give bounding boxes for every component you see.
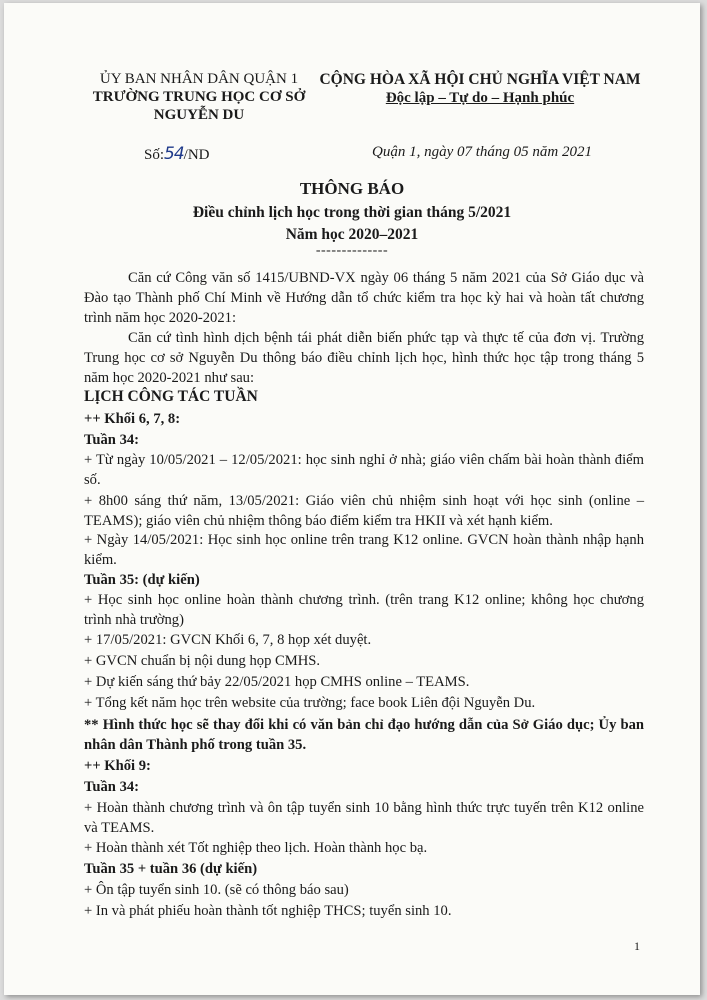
- org-name-line3: NGUYỄN DU: [153, 107, 245, 123]
- intro-paragraph-1: Căn cứ Công văn số 1415/UBND-VX ngày 06 tháng 5 năm 2021 của Sở Giáo dục và Đào tạo Thành phố Chí Minh về Hướng dẫn tổ chức kiểm tra học kỳ hai và hoàn tất chương trình năm học 2020-2021:: [84, 270, 644, 326]
- week-34-heading: Tuần 34:: [84, 432, 140, 448]
- intro-paragraph-2: Căn cứ tình hình dịch bệnh tái phát diễn biến phức tạp và thực tế của đơn vị. Trường Trung học cơ sở Nguyễn Du thông báo điều chỉnh lịch học, hình thức học tập trong tháng 5 năm học 2020-2021 như sau:: [84, 330, 644, 386]
- list-item: + 17/05/2021: GVCN Khối 6, 7, 8 họp xét duyệt.: [84, 632, 372, 648]
- grade9-week-34-heading: Tuần 34:: [84, 779, 140, 795]
- document-page: [4, 3, 700, 995]
- list-item: + Học sinh học online hoàn thành chương trình. (trên trang K12 online; không học chương trình nhà trường): [84, 592, 644, 628]
- issue-date: Quận 1, ngày 07 tháng 05 năm 2021: [372, 144, 592, 160]
- number-suffix: /ND: [183, 147, 210, 163]
- page-number: 1: [634, 939, 640, 953]
- list-item: + Ngày 14/05/2021: Học sinh học online trên trang K12 online. GVCN hoàn thành nhập hạnh kiểm.: [84, 532, 644, 568]
- list-item: + Tổng kết năm học trên website của trường; face book Liên đội Nguyễn Du.: [84, 695, 536, 711]
- list-item: + In và phát phiếu hoàn thành tốt nghiệp THCS; tuyển sinh 10.: [84, 903, 452, 919]
- schedule-heading: LỊCH CÔNG TÁC TUẦN: [84, 388, 258, 405]
- list-item: + GVCN chuẩn bị nội dung họp CMHS.: [84, 653, 321, 669]
- doc-subtitle: Điều chỉnh lịch học trong thời gian tháng 5/2021: [192, 204, 512, 221]
- group-grades-6-7-8: ++ Khối 6, 7, 8:: [84, 411, 181, 427]
- change-note: ** Hình thức học sẽ thay đổi khi có văn bản chỉ đạo hướng dẫn của Sở Giáo dục; Ủy ban nhân dân Thành phố trong tuần 35.: [84, 717, 644, 753]
- document-number: [144, 144, 210, 164]
- nation-motto: Độc lập – Tự do – Hạnh phúc: [385, 90, 575, 106]
- nation-title: CỘNG HÒA XÃ HỘI CHỦ NGHĨA VIỆT NAM: [319, 71, 641, 88]
- list-item: + Hoàn thành chương trình và ôn tập tuyển sinh 10 bằng hình thức trực tuyến trên K12 online và TEAMS.: [84, 800, 644, 836]
- group-grade-9: ++ Khối 9:: [84, 758, 151, 774]
- title-divider: --------------: [315, 243, 389, 258]
- week-35-heading: Tuần 35: (dự kiến): [84, 572, 200, 588]
- list-item: + Dự kiến sáng thứ bảy 22/05/2021 họp CMHS online – TEAMS.: [84, 674, 470, 690]
- doc-title: THÔNG BÁO: [299, 179, 405, 198]
- school-year: Năm học 2020–2021: [285, 226, 419, 243]
- list-item: + Ôn tập tuyển sinh 10. (sẽ có thông báo sau): [84, 882, 349, 898]
- list-item: + Từ ngày 10/05/2021 – 12/05/2021: học sinh nghỉ ở nhà; giáo viên chấm bài hoàn thành điểm số.: [84, 452, 644, 488]
- number-handwritten: 54: [164, 144, 184, 164]
- number-label: Số:: [144, 147, 165, 163]
- list-item: + Hoàn thành xét Tốt nghiệp theo lịch. Hoàn thành học bạ.: [84, 840, 428, 856]
- org-name-line2: TRƯỜNG TRUNG HỌC CƠ SỞ: [92, 89, 306, 105]
- org-name-line1: ỦY BAN NHÂN DÂN QUẬN 1: [99, 71, 299, 87]
- list-item: + 8h00 sáng thứ năm, 13/05/2021: Giáo viên chủ nhiệm sinh hoạt với học sinh (online – TEAMS); giáo viên chủ nhiệm thông báo điểm kiểm tra HKII và xét hạnh kiểm.: [84, 493, 644, 529]
- grade9-week-35-36-heading: Tuần 35 + tuần 36 (dự kiến): [84, 861, 258, 877]
